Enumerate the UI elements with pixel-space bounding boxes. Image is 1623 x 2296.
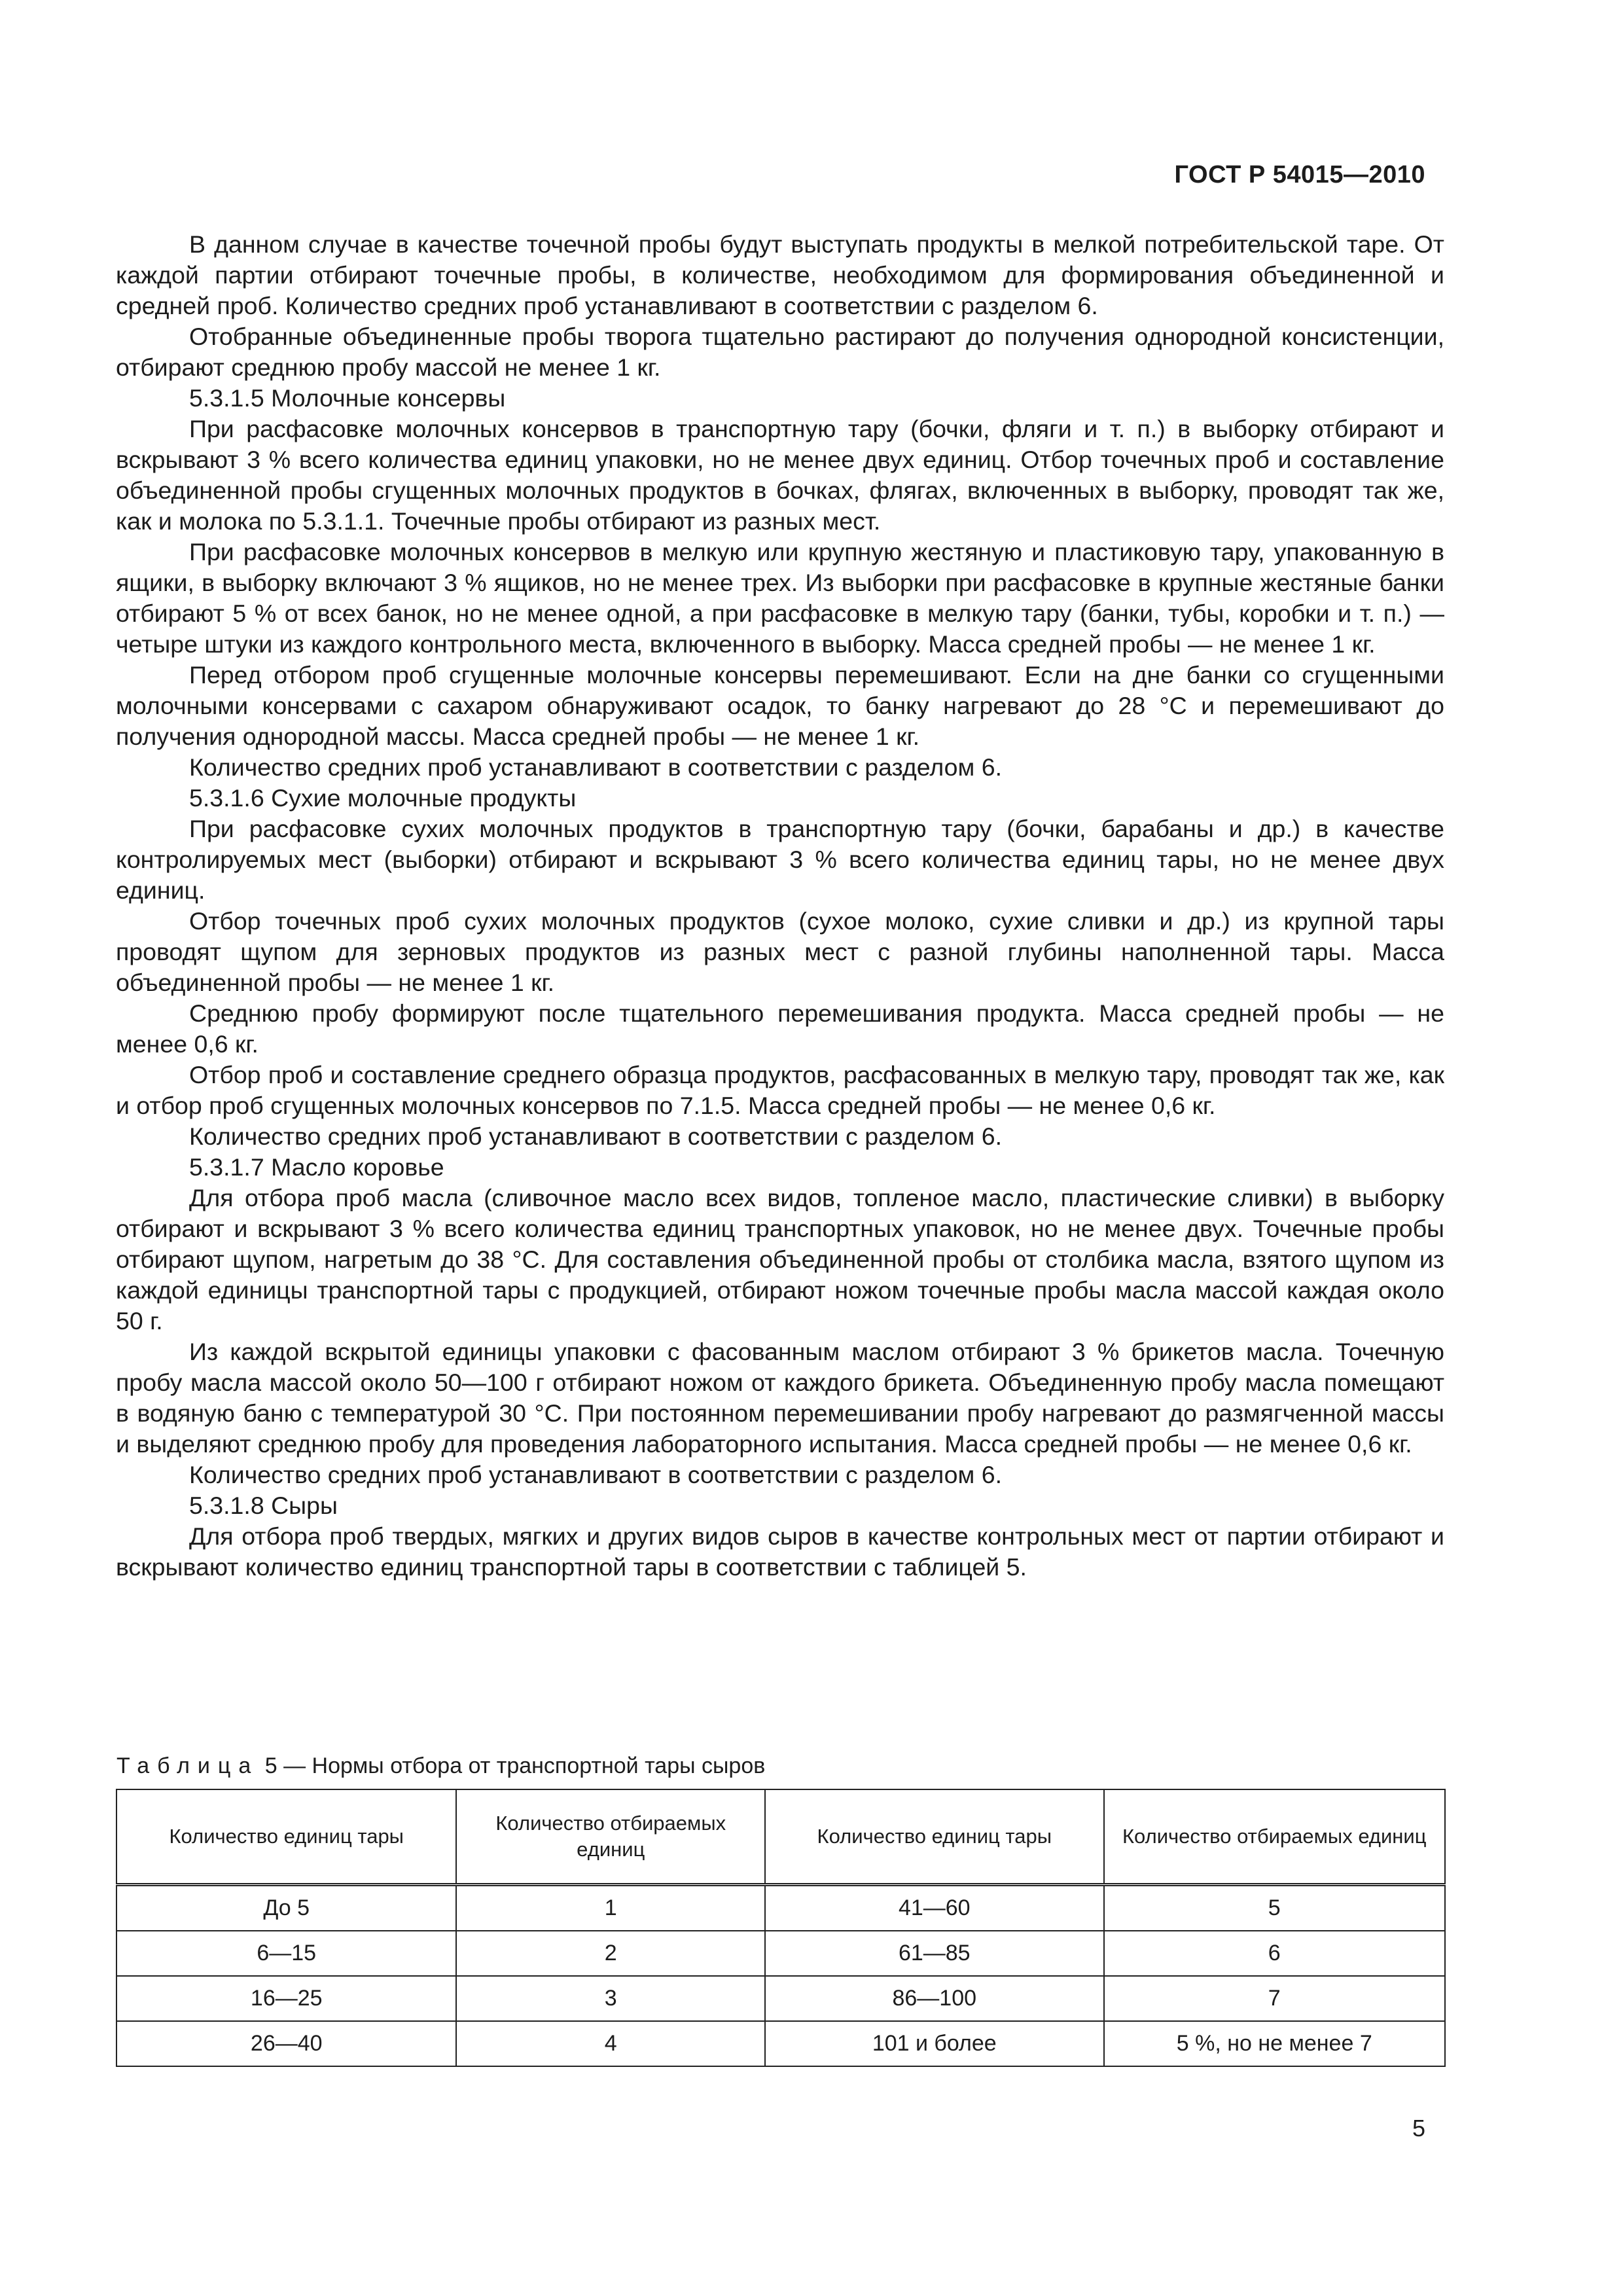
table-cell: 2: [456, 1931, 765, 1976]
table-cell: 1: [456, 1885, 765, 1931]
table-cell: 61—85: [765, 1931, 1103, 1976]
table-cell: 4: [456, 2021, 765, 2066]
section-heading: 5.3.1.8 Сыры: [189, 1492, 338, 1519]
table-cell: 16—25: [116, 1976, 456, 2021]
paragraph: Среднюю пробу формируют после тщательного перемешивания продукта. Масса средней пробы — не менее 0,6 кг.: [116, 999, 1444, 1058]
table-cell: 3: [456, 1976, 765, 2021]
paragraph: При расфасовке сухих молочных продуктов в транспортную тару (бочки, барабаны и др.) в качестве контролируемых мест (выборки) отбирают и вскрывают 3 % всего количества единиц тары, но не менее двух единиц.: [116, 815, 1444, 904]
table-caption-label: Таблица: [116, 1753, 259, 1778]
page-number: 5: [1412, 2115, 1425, 2142]
sampling-norms-table: [116, 1789, 1446, 2067]
paragraph: В данном случае в качестве точечной пробы будут выступать продукты в мелкой потребительской таре. От каждой партии отбирают точечные пробы, в количестве, необходимом для формирования объединенной и средней проб. Количество средних проб устанавливают в соответствии с разделом 6.: [116, 230, 1444, 319]
table-cell: 5 %, но не менее 7: [1104, 2021, 1446, 2066]
table-cell: 41—60: [765, 1885, 1103, 1931]
table-cell: 6—15: [116, 1931, 456, 1976]
column-header: Количество единиц тары: [765, 1789, 1103, 1885]
section-heading: 5.3.1.5 Молочные консервы: [189, 384, 506, 412]
paragraph: Отобранные объединенные пробы творога тщательно растирают до получения однородной консистенции, отбирают среднюю пробу массой не менее 1 кг.: [116, 323, 1444, 381]
paragraph: При расфасовке молочных консервов в мелкую или крупную жестяную и пластиковую тару, упакованную в ящики, в выборку включают 3 % ящиков, но не менее трех. Из выборки при расфасовке в крупные жестяные банки отбирают 5 % от всех банок, но не менее одной, а при расфасовке в мелкую тару (банки, тубы, коробки и т. п.) — четыре штуки из каждого контрольного места, включенного в выборку. Масса средней пробы — не менее 1 кг.: [116, 538, 1444, 658]
column-header: Количество отбираемых единиц: [456, 1789, 765, 1885]
paragraph: Для отбора проб масла (сливочное масло всех видов, топленое масло, пластические сливки) в выборку отбирают и вскрывают 3 % всего количества единиц транспортных упаковок, но не менее двух. Точечные пробы отбирают щупом, нагретым до 38 °С. Для составления объединенной пробы от столбика масла, взятого щупом из каждой единицы транспортной тары с продукцией, отбирают ножом точечные пробы масла массой каждая около 50 г.: [116, 1184, 1444, 1335]
table-cell: 5: [1104, 1885, 1446, 1931]
section-heading: 5.3.1.6 Сухие молочные продукты: [189, 784, 577, 812]
table-row: [116, 1931, 1445, 1976]
table-row: [116, 1976, 1445, 2021]
paragraph: Из каждой вскрытой единицы упаковки с фасованным маслом отбирают 3 % брикетов масла. Точечную пробу масла массой около 50—100 г отбирают ножом от каждого брикета. Объединенную пробу масла помещают в водяную баню с температурой 30 °С. При постоянном перемешивании пробу нагревают до размягченной массы и выделяют среднюю пробу для проведения лабораторного испытания. Масса средней пробы — не менее 0,6 кг.: [116, 1338, 1444, 1458]
paragraph: Количество средних проб устанавливают в соответствии с разделом 6.: [189, 1122, 1003, 1150]
table-row: [116, 2021, 1445, 2066]
table-cell: 6: [1104, 1931, 1446, 1976]
paragraph: Количество средних проб устанавливают в соответствии с разделом 6.: [189, 1461, 1003, 1488]
table-caption: [116, 1753, 765, 1779]
table-cell: 7: [1104, 1976, 1446, 2021]
document-body: [116, 229, 1444, 1583]
table-row: [116, 1885, 1445, 1931]
paragraph: Для отбора проб твердых, мягких и других видов сыров в качестве контрольных мест от партии отбирают и вскрывают количество единиц транспортной тары в соответствии с таблицей 5.: [116, 1522, 1444, 1581]
table-caption-text: 5 — Нормы отбора от транспортной тары сыров: [259, 1753, 766, 1778]
table-cell: 86—100: [765, 1976, 1103, 2021]
paragraph: При расфасовке молочных консервов в транспортную тару (бочки, фляги и т. п.) в выборку отбирают и вскрывают 3 % всего количества единиц упаковки, но не менее двух единиц. Отбор точечных проб и составление объединенной пробы сгущенных молочных продуктов в бочках, флягах, включенных в выборку, проводят так же, как и молока по 5.3.1.1. Точечные пробы отбирают из разных мест.: [116, 415, 1444, 535]
standard-code: ГОСТ Р 54015—2010: [1174, 161, 1425, 188]
table-header-row: [116, 1789, 1445, 1885]
column-header: Количество отбираемых единиц: [1104, 1789, 1446, 1885]
paragraph: Отбор проб и составление среднего образца продуктов, расфасованных в мелкую тару, проводят так же, как и отбор проб сгущенных молочных консервов по 7.1.5. Масса средней пробы — не менее 0,6 кг.: [116, 1061, 1444, 1119]
paragraph: Отбор точечных проб сухих молочных продуктов (сухое молоко, сухие сливки и др.) из крупной тары проводят щупом для зерновых продуктов из разных мест с разной глубины наполненной тары. Масса объединенной пробы — не менее 1 кг.: [116, 907, 1444, 996]
column-header: Количество единиц тары: [116, 1789, 456, 1885]
table-cell: До 5: [116, 1885, 456, 1931]
table-cell: 26—40: [116, 2021, 456, 2066]
table-cell: 101 и более: [765, 2021, 1103, 2066]
section-heading: 5.3.1.7 Масло коровье: [189, 1153, 444, 1181]
paragraph: Перед отбором проб сгущенные молочные консервы перемешивают. Если на дне банки со сгущенными молочными консервами с сахаром обнаруживают осадок, то банку нагревают до 28 °С и перемешивают до получения однородной массы. Масса средней пробы — не менее 1 кг.: [116, 661, 1444, 750]
paragraph: Количество средних проб устанавливают в соответствии с разделом 6.: [189, 753, 1003, 781]
